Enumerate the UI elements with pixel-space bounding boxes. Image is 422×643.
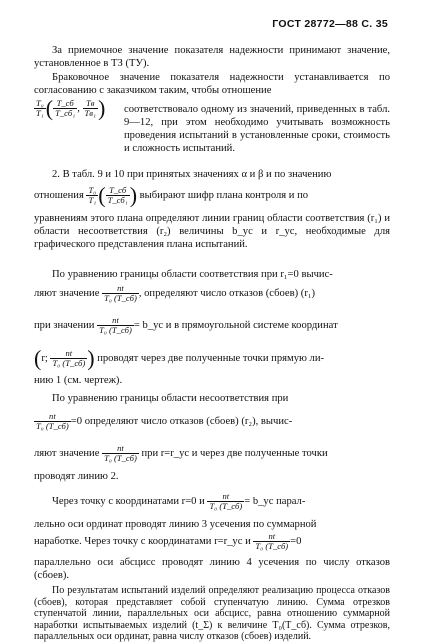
paragraph-rejection: Браковочное значение показателя надежности устанавливается по согласованию с заказчиком таким, чтобы отношение — [34, 72, 390, 96]
formula-line-point2: наработке. Через точку с координатами r=r_ус и $\frac{nt}{\text{T₀ (T\_сб)}}$ =0 — [34, 531, 302, 551]
paragraph-nonconformity: По уравнению границы области несоответствия при — [52, 393, 289, 404]
fraction-tsb: $\frac{T\_сб}{\text{T\_сб₁}}$ — [55, 98, 76, 118]
formula-line-zero: $\frac{nt}{\text{T₀ (T\_сб)}}$ =0 определяют число отказов (сбоев) (r₂), вычис- — [36, 411, 293, 431]
formula-line-compute2: ляют значение $\frac{nt}{\text{T₀ (T\_сб)}}$ при r=r_ус и через две полученные точки — [34, 443, 328, 463]
formula-line-value: при значении $\frac{nt}{\text{T₀ (T\_сб)}}$ = b_ус и в прямоугольной системе координат — [34, 315, 338, 335]
formula-line-ratio: $\frac{\text{T₀}}{\text{T₁}}$ ( $\frac{T\_сб}{\text{T\_сб₁}}$ , $\frac{Tв}{\text{Tв₁}}$ ) — [36, 95, 106, 121]
paragraph-rejection-cont: соответствовало одному из значений, приведенных в табл. 9—12, при этом необходимо учитывать возможность проведения испытаний в установленные сроки, стоимость и сложность испытаний. — [124, 104, 390, 154]
paragraph-results: По результатам испытаний изделий определяют реализацию процесса отказов (сбоев), которая представляет собой ступенчатую линию. Сумма отрезков ступенчатой линии, параллельных оси абсцисс, равна отношению суммарной наработки испытываемых изделий (t_Σ) к величине T₀(T_сб). Сумма отрезков, параллельных оси ординат, равна числу отказов (сбоев) изделий. — [34, 585, 390, 642]
formula-line-coords: (r; $\frac{nt}{\text{T₀ (T\_сб)}}$ ) проводят через две полученные точки прямую ли- — [34, 345, 325, 371]
fraction-t0-t1: $\frac{\text{T₀}}{\text{T₁}}$ — [36, 98, 44, 118]
paragraph-table: 2. В табл. 9 и 10 при принятых значениях α и β и по значению — [52, 169, 332, 180]
formula-line-point: Через точку с координатами r=0 и $\frac{nt}{\text{T₀ (T\_сб)}}$ = b_ус парал- — [52, 491, 306, 511]
paragraph-line4: параллельно оси абсцисс проводят линию 4 усечения по числу отказов (сбоев). — [34, 557, 390, 581]
paragraph-boundary: По уравнению границы области соответствия при r₁=0 вычис- — [52, 269, 333, 280]
paragraph-line2: проводят линию 2. — [34, 471, 119, 482]
formula-line-compute: ляют значение $\frac{nt}{\text{T₀ (T\_сб)}}$ , определяют число отказов (сбоев) (r₁) — [34, 283, 316, 303]
paragraph-line1: нию 1 (см. чертеж). — [34, 375, 123, 386]
paragraph-equations: уравнениям этого плана определяют линии границ области соответствия (r₁) и области несоответствия (r₂) величины b_ус и r_ус, необходимые для графического представления плана испытаний. — [34, 213, 390, 250]
fraction-tv: $\frac{Tв}{\text{Tв₁}}$ — [84, 98, 96, 118]
page-header: ГОСТ 28772—88 С. 35 — [272, 18, 388, 30]
formula-line-choice: отношения $\frac{\text{T₀}}{\text{T₁}}$ ( $\frac{T\_сб}{\text{T\_сб₁}}$ ) выбирают шифр плана контроля и по — [34, 182, 309, 208]
paragraph-acceptance: За приемочное значение показателя надежности принимают значение, установленное в ТЗ (ТУ). — [34, 45, 390, 69]
paragraph-line3: лельно оси ординат проводят линию 3 усечения по суммарной — [34, 519, 317, 530]
